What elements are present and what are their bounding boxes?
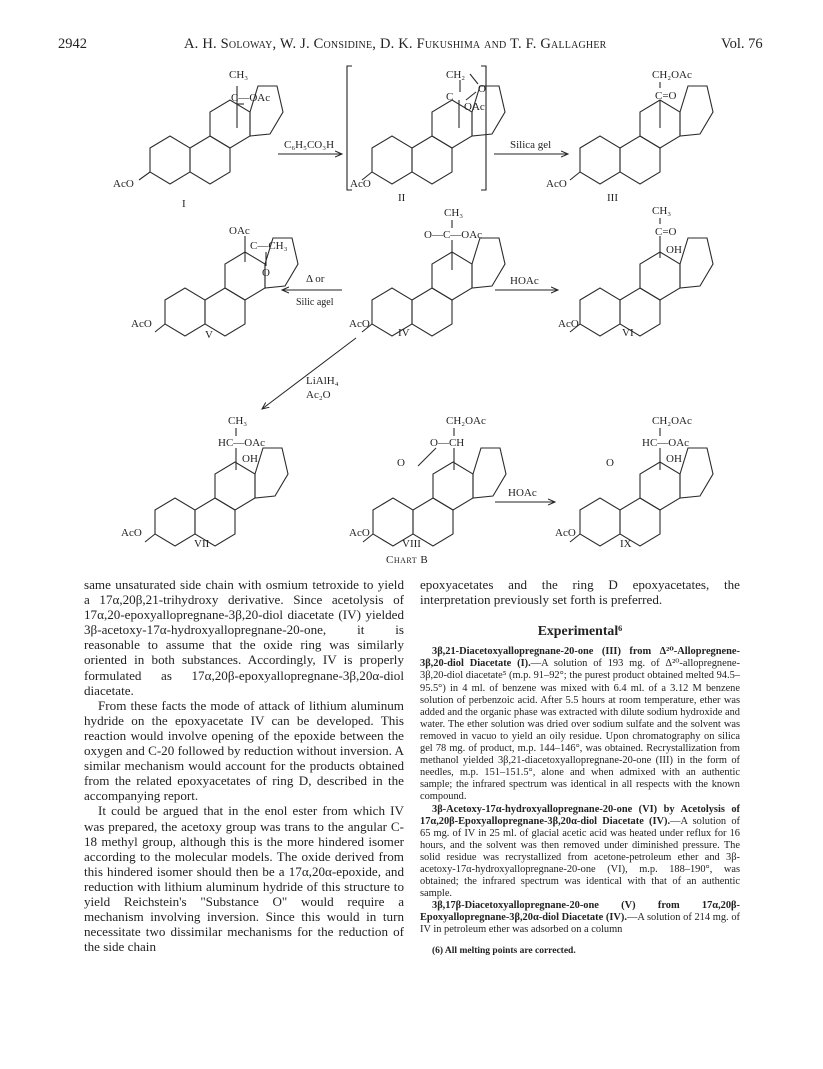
V-c-ch3: C—CH₃ <box>250 240 288 252</box>
experiment-1 <box>420 646 740 803</box>
experimental-heading: Experimental⁶ <box>537 623 623 639</box>
volume-label: Vol. 76 <box>721 36 763 52</box>
VIII-o: O <box>397 457 405 469</box>
experiment-1-body: —A solution of 193 mg. of Δ²⁰-allopregnene-3β,20-diol diacetate⁵ (m.p. 91–92°; the purest product obtained melted 94.5–95.5°) in 4 ml. of benzene was mixed with 6.4 ml. of a 3.12 M benzene solution of perbenzoic acid. After 5.5 hours at room temperature, ether was added and the organic phase was extracted with dilute sodium hydroxide and water. The ether solution was dried over sodium sulfate and the solvent was removed in vacuo to yield an oily residue. Upon chromatography on silica gel 78 mg. of product, m.p. 144–146°, was obtained. Recrystallization from methanol yielded 3β,21-diacetoxyallopregnane-20-one (III) in the form of needles, m.p. 151–151.5°, alone and when admixed with an authentic sample; the infrared spectrum was identical in all respects with the known compound. <box>420 658 740 803</box>
right-column <box>420 577 740 957</box>
VI-oh: OH <box>666 244 682 256</box>
compound-IV <box>349 207 505 339</box>
V-label: V <box>205 329 213 341</box>
VIII-ch2oac: CH₂OAc <box>446 415 486 427</box>
reagent-delta: Δ or <box>306 273 325 285</box>
compound-I <box>113 69 283 210</box>
I-side-ch3: CH₃ <box>229 69 249 81</box>
VI-aco: AcO <box>558 318 579 330</box>
VI-label: VI <box>622 327 634 339</box>
reagent-silicagel: Silic agel <box>296 297 334 308</box>
V-o: O <box>262 267 270 279</box>
experiment-3-title: 3β,17β-Diacetoxyallopregnane-20-one (V) from 17α,20β-Epoxyallopregnane-3β,20α-diol Diacetate (IV). <box>420 900 740 924</box>
IX-hc-oac: HC—OAc <box>642 437 690 449</box>
VIII-label: VIII <box>402 538 421 550</box>
reagent-ac2o: Ac₂O <box>306 389 331 401</box>
I-side-c-oac: C—OAc <box>231 92 271 104</box>
experiment-2-title: 3β-Acetoxy-17α-hydroxyallopregnane-20-one (VI) by Acetolysis of 17α,20β-Epoxyallopregnane-3β,20α-diol Diacetate (IV). <box>420 803 740 827</box>
experimental-body <box>420 646 740 956</box>
IV-ch3: CH₃ <box>444 207 464 219</box>
compound-IX <box>555 415 713 550</box>
experiment-1-title: 3β,21-Diacetoxyallopregnane-20-one (III) from Δ²⁰-Allopregnene-3β,20-diol Diacetate (I). <box>420 646 740 670</box>
arrow-2 <box>494 139 568 154</box>
left-paragraph-2: From these facts the mode of attack of lithium aluminum hydride on the epoxyacetate IV can be developed. This reaction would involve opening of the epoxide between the oxygen and C-20 followed by reduction without inversion. A similar mechanism would account for the products obtained from the related epoxyacetates of ring D, described in the accompanying report. <box>84 697 404 804</box>
left-paragraph-3: It could be argued that in the enol ester from which IV was prepared, the acetoxy group was trans to the angular C-18 methyl group, although this is the more hindered isomer according to the molecular models. The oxide derived from this hindered isomer should then be a 17α,20α-epoxide, and reduction with lithium aluminum hydride of this structure to yield Reichstein's "Substance O" would require a mechanism involving inversion. Since this would in turn necessitate two dissimilar mechanisms for the reduction of the side chain <box>84 803 404 955</box>
I-aco: AcO <box>113 178 134 190</box>
IV-label: IV <box>398 327 410 339</box>
VI-co: C=O <box>655 226 677 238</box>
IV-aco: AcO <box>349 318 370 330</box>
IV-side: O—C—OAc <box>424 229 483 241</box>
II-c: C <box>446 91 454 103</box>
VII-label: VII <box>194 538 210 550</box>
experiment-2-body: —A solution of 65 mg. of IV in 25 ml. of glacial acetic acid was heated under reflux for 16 hours, and the solvent was then removed under diminished pressure. The solid residue was recrystallized from acetone-petroleum ether and 3β-acetoxy-17α-hydroxyallopregnane-20-one (VI), m.p. 188–190°, was obtained; the infrared spectrum was identical with that of an authentic sample. <box>420 815 740 900</box>
compound-III <box>546 69 713 204</box>
IX-o: O <box>606 457 614 469</box>
left-paragraph-1: same unsaturated side chain with osmium tetroxide to yield a 17α,20β,21-trihydroxy derivative. Since acetolysis of 17α,20-epoxyallopregnane-3β,20-diol diacetate (IV) yielded 3β-acetoxy-17α-hydroxyallopregnane-20-one, it is reasonable to assume that the oxide ring was similarly oriented in both substances. Accordingly, IV is properly formulated as 17α,20β-epoxyallopregnane-3β,20α-diol diacetate. <box>84 577 404 698</box>
V-aco: AcO <box>131 318 152 330</box>
experiment-2 <box>420 804 740 901</box>
II-oac: OAc <box>464 101 485 113</box>
III-ch2oac: CH₂OAc <box>652 69 692 81</box>
V-oac: OAc <box>229 225 250 237</box>
VI-ch3: CH₃ <box>652 205 672 217</box>
arrow-1 <box>278 139 342 154</box>
page-number: 2942 <box>58 36 87 52</box>
compound-V <box>131 225 298 341</box>
reagent-lialh4: LiAlH₄ <box>306 375 339 387</box>
VIII-aco: AcO <box>349 527 370 539</box>
compound-VI <box>558 205 713 339</box>
II-aco: AcO <box>350 178 371 190</box>
arrow-5-diagonal <box>262 338 356 409</box>
chart-caption: Chart B <box>386 554 429 566</box>
VII-aco: AcO <box>121 527 142 539</box>
III-co: C=O <box>655 90 677 102</box>
arrow-4 <box>495 275 558 290</box>
experiment-3 <box>420 900 740 936</box>
VIII-och: O—CH <box>430 437 465 449</box>
reagent-hoac-1: HOAc <box>510 275 539 287</box>
IX-aco: AcO <box>555 527 576 539</box>
compound-VIII <box>349 415 506 550</box>
IX-ch2oac: CH₂OAc <box>652 415 692 427</box>
VII-hc-oac: HC—OAc <box>218 437 266 449</box>
IX-label: IX <box>620 538 632 550</box>
II-o: O <box>478 83 486 95</box>
left-column <box>84 577 404 954</box>
arrow-6 <box>495 487 555 502</box>
III-aco: AcO <box>546 178 567 190</box>
right-paragraph-1: epoxyacetates and the ring D epoxyacetates, the interpretation previously set forth is preferred. <box>420 577 740 608</box>
reagent-hoac-2: HOAc <box>508 487 537 499</box>
VII-ch3: CH₃ <box>228 415 248 427</box>
III-label: III <box>607 192 618 204</box>
I-label: I <box>182 198 186 210</box>
II-ch2: CH₂ <box>446 69 466 81</box>
VII-oh: OH <box>242 453 258 465</box>
arrow-3 <box>282 273 342 308</box>
reagent-silica: Silica gel <box>510 139 552 151</box>
experiment-3-body: —A solution of 214 mg. of IV in petroleum ether was adsorbed on a column <box>420 912 740 936</box>
compound-VII <box>121 415 288 550</box>
reagent-peracid: C₆H₅CO₃H <box>284 139 335 151</box>
IX-oh: OH <box>666 453 682 465</box>
compound-II <box>347 66 505 204</box>
footnote: (6) All melting points are corrected. <box>432 945 576 956</box>
II-label: II <box>398 192 406 204</box>
author-line: A. H. Soloway, W. J. Considine, D. K. Fukushima and T. F. Gallagher <box>184 36 607 52</box>
